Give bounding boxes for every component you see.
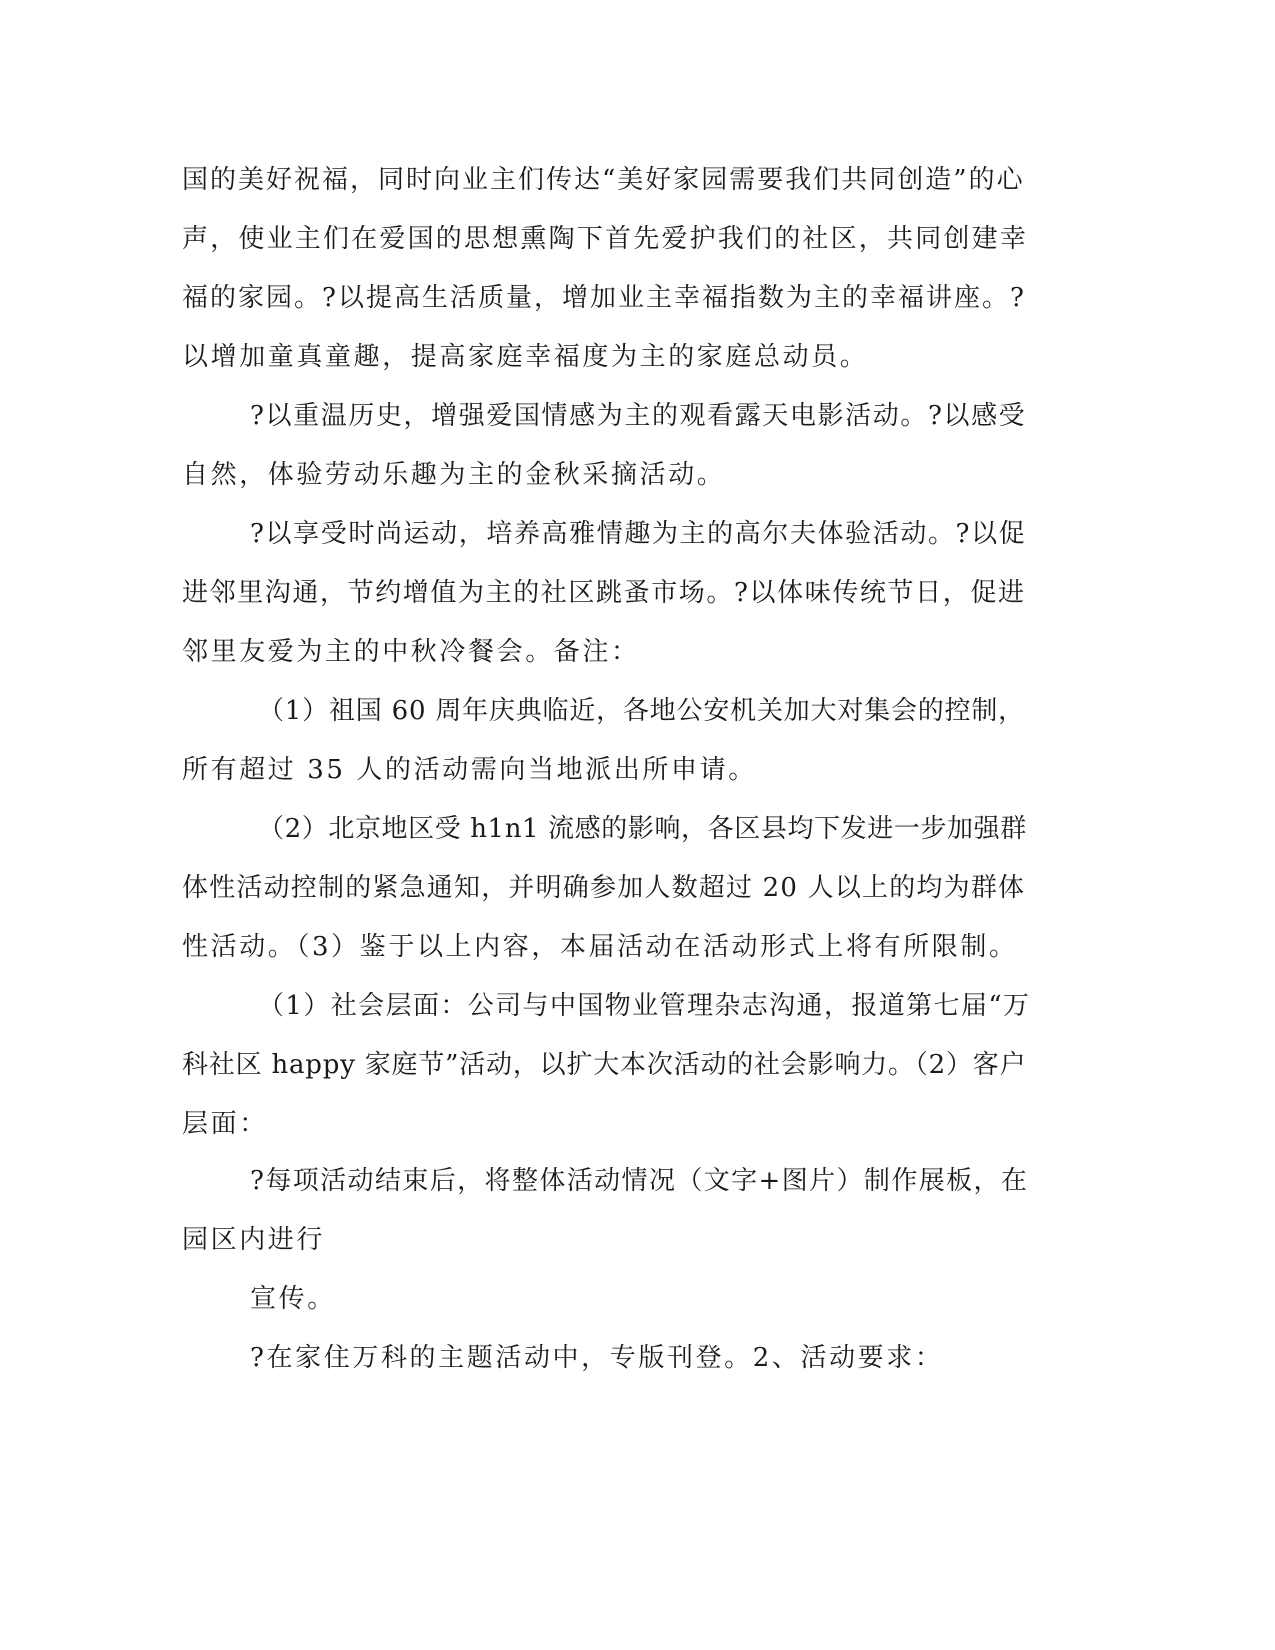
text-line-15: （1）社会层面：公司与中国物业管理杂志沟通，报道第七届“万	[258, 991, 1031, 1021]
text-line-5: ?以重温历史，增强爱国情感为主的观看露天电影活动。?以感受	[250, 401, 1027, 431]
text-line-17: 层面：	[182, 1109, 268, 1139]
text-line-6: 自然，体验劳动乐趣为主的金秋采摘活动。	[182, 460, 726, 490]
text-line-1: 国的美好祝福，同时向业主们传达“美好家园需要我们共同创造”的心	[182, 165, 1025, 195]
text-line-9: 邻里友爱为主的中秋冷餐会。备注：	[182, 637, 640, 667]
text-line-2: 声，使业主们在爱国的思想熏陶下首先爱护我们的社区，共同创建幸	[182, 224, 1029, 254]
text-line-13: 体性活动控制的紧急通知，并明确参加人数超过 20 人以上的均为群体	[182, 873, 1026, 903]
text-line-14: 性活动。（3）鉴于以上内容，本届活动在活动形式上将有所限制。	[182, 932, 1018, 962]
text-line-21: ?在家住万科的主题活动中，专版刊登。2、活动要求：	[250, 1343, 944, 1373]
text-line-10: （1）祖国 60 周年庆典临近，各地公安机关加大对集会的控制，	[258, 696, 1025, 726]
text-line-16: 科社区 happy 家庭节”活动，以扩大本次活动的社会影响力。（2）客户	[182, 1050, 1027, 1080]
text-line-3: 福的家园。?以提高生活质量，增加业主幸福指数为主的幸福讲座。?	[182, 283, 1026, 313]
text-line-4: 以增加童真童趣，提高家庭幸福度为主的家庭总动员。	[182, 342, 869, 372]
text-line-20: 宣传。	[250, 1284, 336, 1314]
text-line-18: ?每项活动结束后，将整体活动情况（文字+图片）制作展板，在	[250, 1166, 1029, 1196]
text-line-12: （2）北京地区受 h1n1 流感的影响，各区县均下发进一步加强群	[258, 814, 1027, 844]
text-line-8: 进邻里沟通，节约增值为主的社区跳蚤市场。?以体味传统节日，促进	[182, 578, 1026, 608]
text-line-11: 所有超过 35 人的活动需向当地派出所申请。	[182, 755, 757, 785]
text-line-19: 园区内进行	[182, 1225, 326, 1255]
text-line-7: ?以享受时尚运动，培养高雅情趣为主的高尔夫体验活动。?以促	[250, 519, 1027, 549]
